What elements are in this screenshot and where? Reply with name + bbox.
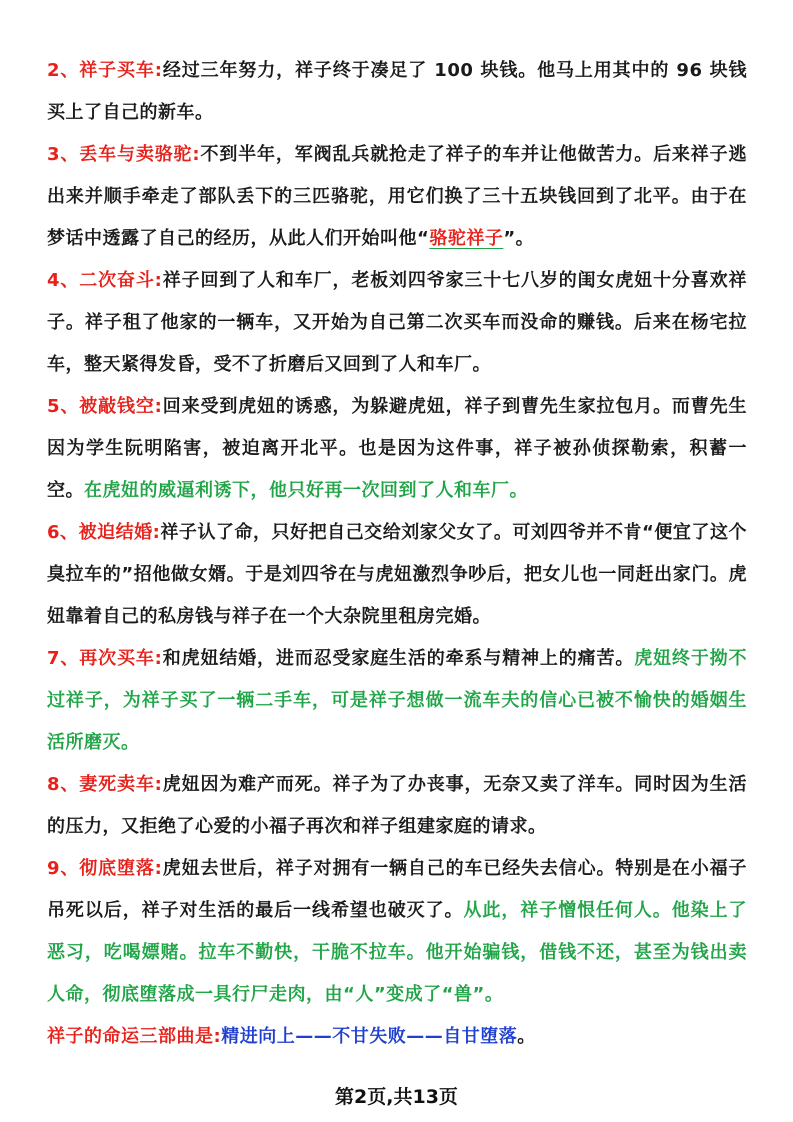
section-text: 和虎妞结婚，进而忍受家庭生活的牵系与精神上的痛苦。	[162, 648, 635, 669]
paragraph-5	[47, 386, 747, 512]
section-title: 丢车与卖骆驼:	[79, 144, 201, 165]
section-text: 虎妞去世后，祥子对拥有一辆自己的车已经失去信心。特别是在小福子吊死以后，祥子对生活的最后一线希望也破灭了。	[47, 858, 748, 921]
section-title: 彻底堕落:	[79, 858, 163, 879]
paragraph-7	[47, 638, 747, 764]
section-title: 祥子买车:	[79, 60, 163, 81]
paragraph-8	[47, 764, 747, 848]
section-number: 7、	[47, 648, 80, 669]
nickname-highlight: 骆驼祥子	[429, 228, 504, 249]
paragraph-4	[47, 260, 747, 386]
section-number: 9、	[47, 858, 80, 879]
document-body	[47, 50, 747, 1058]
section-highlight: 在虎妞的威逼利诱下，他只好再一次回到了人和车厂。	[84, 480, 528, 501]
section-text: 虎妞因为难产而死。祥子为了办丧事，无奈又卖了洋车。同时因为生活的压力，又拒绝了心爱的小福子再次和祥子组建家庭的请求。	[47, 774, 748, 837]
summary-line	[47, 1016, 747, 1058]
section-highlight: 虎妞终于拗不过祥子，为祥子买了一辆二手车，可是祥子想做一流车夫的信心已被不愉快的婚姻生活所磨灭。	[47, 648, 748, 753]
section-number: 3、	[47, 144, 80, 165]
section-number: 4、	[47, 270, 80, 291]
section-number: 2、	[47, 60, 80, 81]
section-text: 经过三年努力，祥子终于凑足了 100 块钱。他马上用其中的 96 块钱买上了自己的新车。	[47, 60, 748, 123]
section-text: 回来受到虎妞的诱惑，为躲避虎妞，祥子到曹先生家拉包月。而曹先生因为学生阮明陷害，被迫离开北平。也是因为这件事，祥子被孙侦探勒索，积蓄一空。	[47, 396, 748, 501]
section-number: 6、	[47, 522, 79, 543]
section-number: 8、	[47, 774, 80, 795]
section-text: 不到半年，军阀乱兵就抢走了祥子的车并让他做苦力。后来祥子逃出来并顺手牵走了部队丢下的三匹骆驼，用它们换了三十五块钱回到了北平。由于在梦话中透露了自己的经历，从此人们开始叫他“	[47, 144, 748, 249]
section-text: 祥子认了命，只好把自己交给刘家父女了。可刘四爷并不肯“便宜了这个臭拉车的”招他做女婿。于是刘四爷在与虎妞激烈争吵后，把女儿也一同赶出家门。虎妞靠着自己的私房钱与祥子在一个大杂院里租房完婚。	[47, 522, 747, 627]
paragraph-6	[47, 512, 747, 638]
section-number: 5、	[47, 396, 80, 417]
section-text: 祥子回到了人和车厂，老板刘四爷家三十七八岁的闺女虎妞十分喜欢祥子。祥子租了他家的一辆车，又开始为自己第二次买车而没命的赚钱。后来在杨宅拉车，整天紧得发昏，受不了折磨后又回到了人和车厂。	[47, 270, 748, 375]
summary-text: 精进向上——不甘失败——自甘堕落	[221, 1026, 518, 1047]
paragraph-9	[47, 848, 747, 1016]
section-highlight: 从此，祥子憎恨任何人。他染上了恶习，吃喝嫖赌。拉车不勤快，干脆不拉车。他开始骗钱，借钱不还，甚至为钱出卖人命，彻底堕落成一具行尸走肉，由“人”变成了“兽”。	[47, 900, 748, 1005]
paragraph-2	[47, 50, 747, 134]
section-text-end: ”。	[503, 228, 535, 249]
page-footer: 第2页,共13页	[335, 1086, 458, 1108]
summary-end: 。	[517, 1026, 536, 1047]
section-title: 被敲钱空:	[79, 396, 163, 417]
section-title: 妻死卖车:	[79, 774, 163, 795]
section-title: 二次奋斗:	[79, 270, 163, 291]
paragraph-3	[47, 134, 747, 260]
summary-label: 祥子的命运三部曲是:	[47, 1026, 222, 1047]
section-title: 再次买车:	[79, 648, 163, 669]
section-title: 被迫结婚:	[78, 522, 161, 543]
